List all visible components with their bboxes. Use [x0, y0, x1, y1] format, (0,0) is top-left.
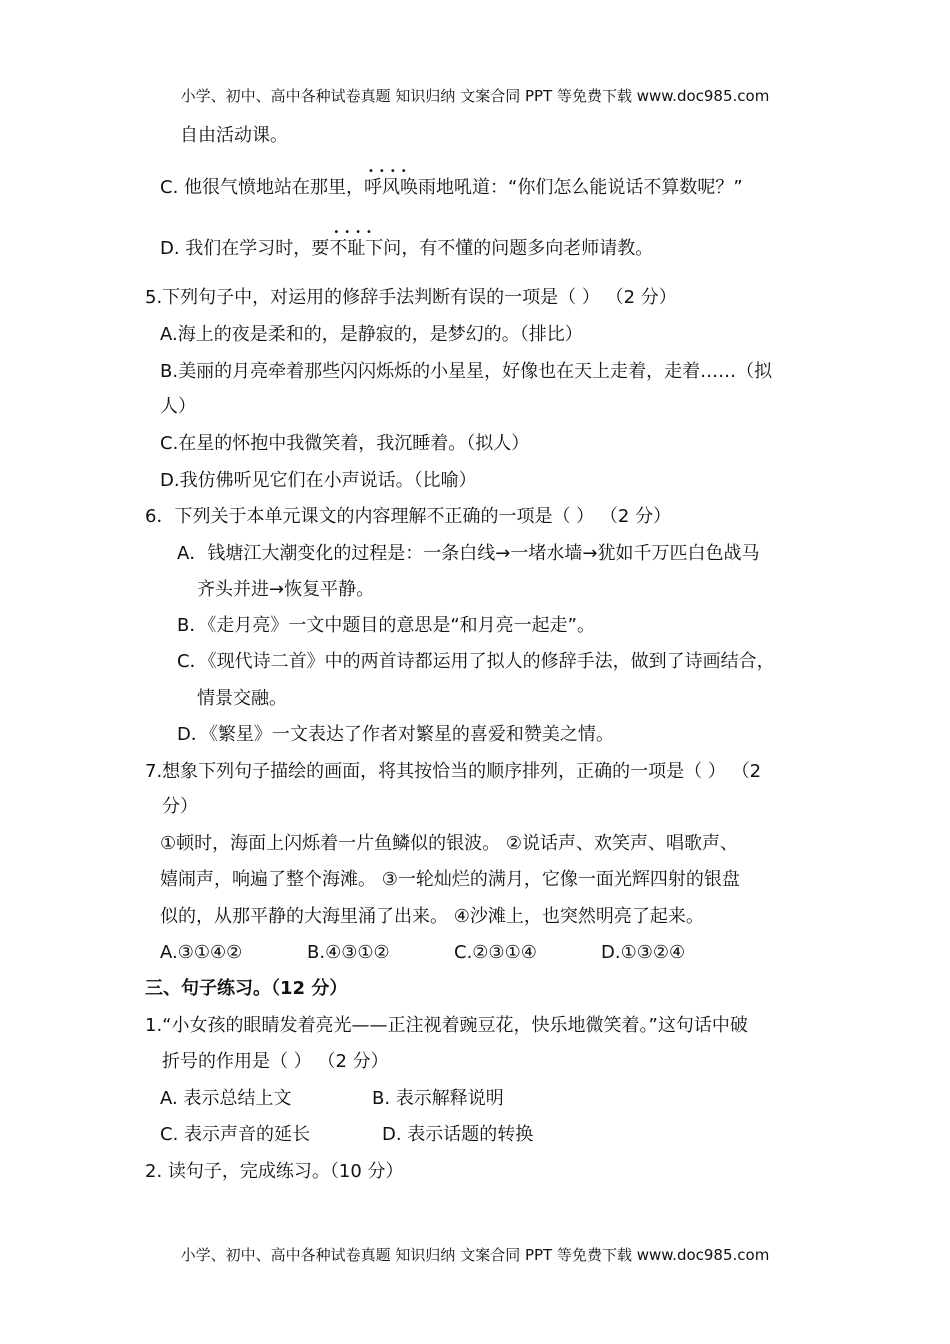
- q7-sentences-line2: 嬉闹声，响遍了整个海滩。 ③一轮灿烂的满月，它像一面光辉四射的银盘: [160, 869, 740, 890]
- q5-option-d: D.我仿佛听见它们在小声说话。（比喻）: [160, 470, 477, 491]
- q6-option-a-line2: 齐头并进→恢复平静。: [197, 579, 375, 600]
- q5-stem: 5.下列句子中，对运用的修辞手法判断有误的一项是（ ） （2 分）: [145, 287, 677, 308]
- q7-option-a: A.③①④②: [160, 942, 243, 963]
- q4-option-d-pre: D. 我们在学习时，要: [160, 238, 330, 259]
- q5-option-b-line2: 人）: [160, 396, 196, 417]
- q7-sentences-line1: ①顿时，海面上闪烁着一片鱼鳞似的银波。 ②说话声、欢笑声、唱歌声、: [160, 833, 738, 854]
- s3-q1-line2: 折号的作用是（ ） （2 分）: [162, 1051, 389, 1072]
- q6-option-d: D．《繁星》一文表达了作者对繁星的喜爱和赞美之情。: [177, 724, 614, 745]
- q6-option-a-line1: A．钱塘江大潮变化的过程是：一条白线→一堵水墙→犹如千万匹白色战马: [177, 543, 760, 564]
- q4-option-d: [160, 237, 653, 261]
- q7-option-b: B.④③①②: [307, 942, 390, 963]
- s3-q1-option-c: C. 表示声音的延长: [160, 1124, 311, 1145]
- q5-option-b-line1: B.美丽的月亮牵着那些闪闪烁烁的小星星，好像也在天上走着，走着……（拟: [160, 361, 773, 382]
- q5-option-c: C.在星的怀抱中我微笑着，我沉睡着。（拟人）: [160, 433, 530, 454]
- q7-stem-line1: 7.想象下列句子描绘的画面，将其按恰当的顺序排列，正确的一项是（ ） （2: [145, 761, 762, 782]
- emphasis-dots-phrase: •••• 不耻下问: [329, 237, 401, 261]
- s3-q2: 2. 读句子，完成练习。（10 分）: [145, 1161, 404, 1182]
- q4-option-c: [160, 176, 743, 200]
- q4-option-c-pre: C. 他很气愤地站在那里，: [160, 177, 365, 198]
- section-3-title: 三、句子练习。（12 分）: [145, 978, 348, 999]
- q4-option-d-post: ，有不懂的问题多向老师请教。: [401, 238, 654, 259]
- s3-q1-option-d: D. 表示话题的转换: [382, 1124, 534, 1145]
- s3-q1-line1: 1.“小女孩的眼睛发着亮光——正注视着豌豆花，快乐地微笑着。”这句话中破: [145, 1015, 748, 1036]
- q4-option-c-post: 地吼道：“你们怎么能说话不算数呢？”: [436, 177, 743, 198]
- page-header: 小学、初中、高中各种试卷真题 知识归纳 文案合同 PPT 等免费下载 www.doc985.com: [180, 87, 770, 105]
- emphasis-dots-phrase: •••• 呼风唤雨: [364, 176, 436, 200]
- q7-stem-line2: 分）: [162, 796, 198, 817]
- q7-option-d: D.①③②④: [601, 942, 686, 963]
- q6-option-c-line1: C．《现代诗二首》中的两首诗都运用了拟人的修辞手法，做到了诗画结合，: [177, 651, 775, 672]
- q7-option-c: C.②③①④: [454, 942, 537, 963]
- q7-sentences-line3: 似的，从那平静的大海里涌了出来。 ④沙滩上，也突然明亮了起来。: [160, 906, 704, 927]
- q5-option-a: A.海上的夜是柔和的，是静寂的，是梦幻的。（排比）: [160, 324, 583, 345]
- q4-option-b-continuation: 自由活动课。: [180, 125, 288, 146]
- q6-option-c-line2: 情景交融。: [197, 688, 287, 709]
- q6-stem: 6．下列关于本单元课文的内容理解不正确的一项是（ ） （2 分）: [145, 506, 672, 527]
- s3-q1-option-a: A. 表示总结上文: [160, 1088, 292, 1109]
- s3-q1-option-b: B. 表示解释说明: [372, 1088, 504, 1109]
- page-footer: 小学、初中、高中各种试卷真题 知识归纳 文案合同 PPT 等免费下载 www.doc985.com: [180, 1246, 770, 1264]
- q6-option-b: B．《走月亮》一文中题目的意思是“和月亮一起走”。: [177, 615, 595, 636]
